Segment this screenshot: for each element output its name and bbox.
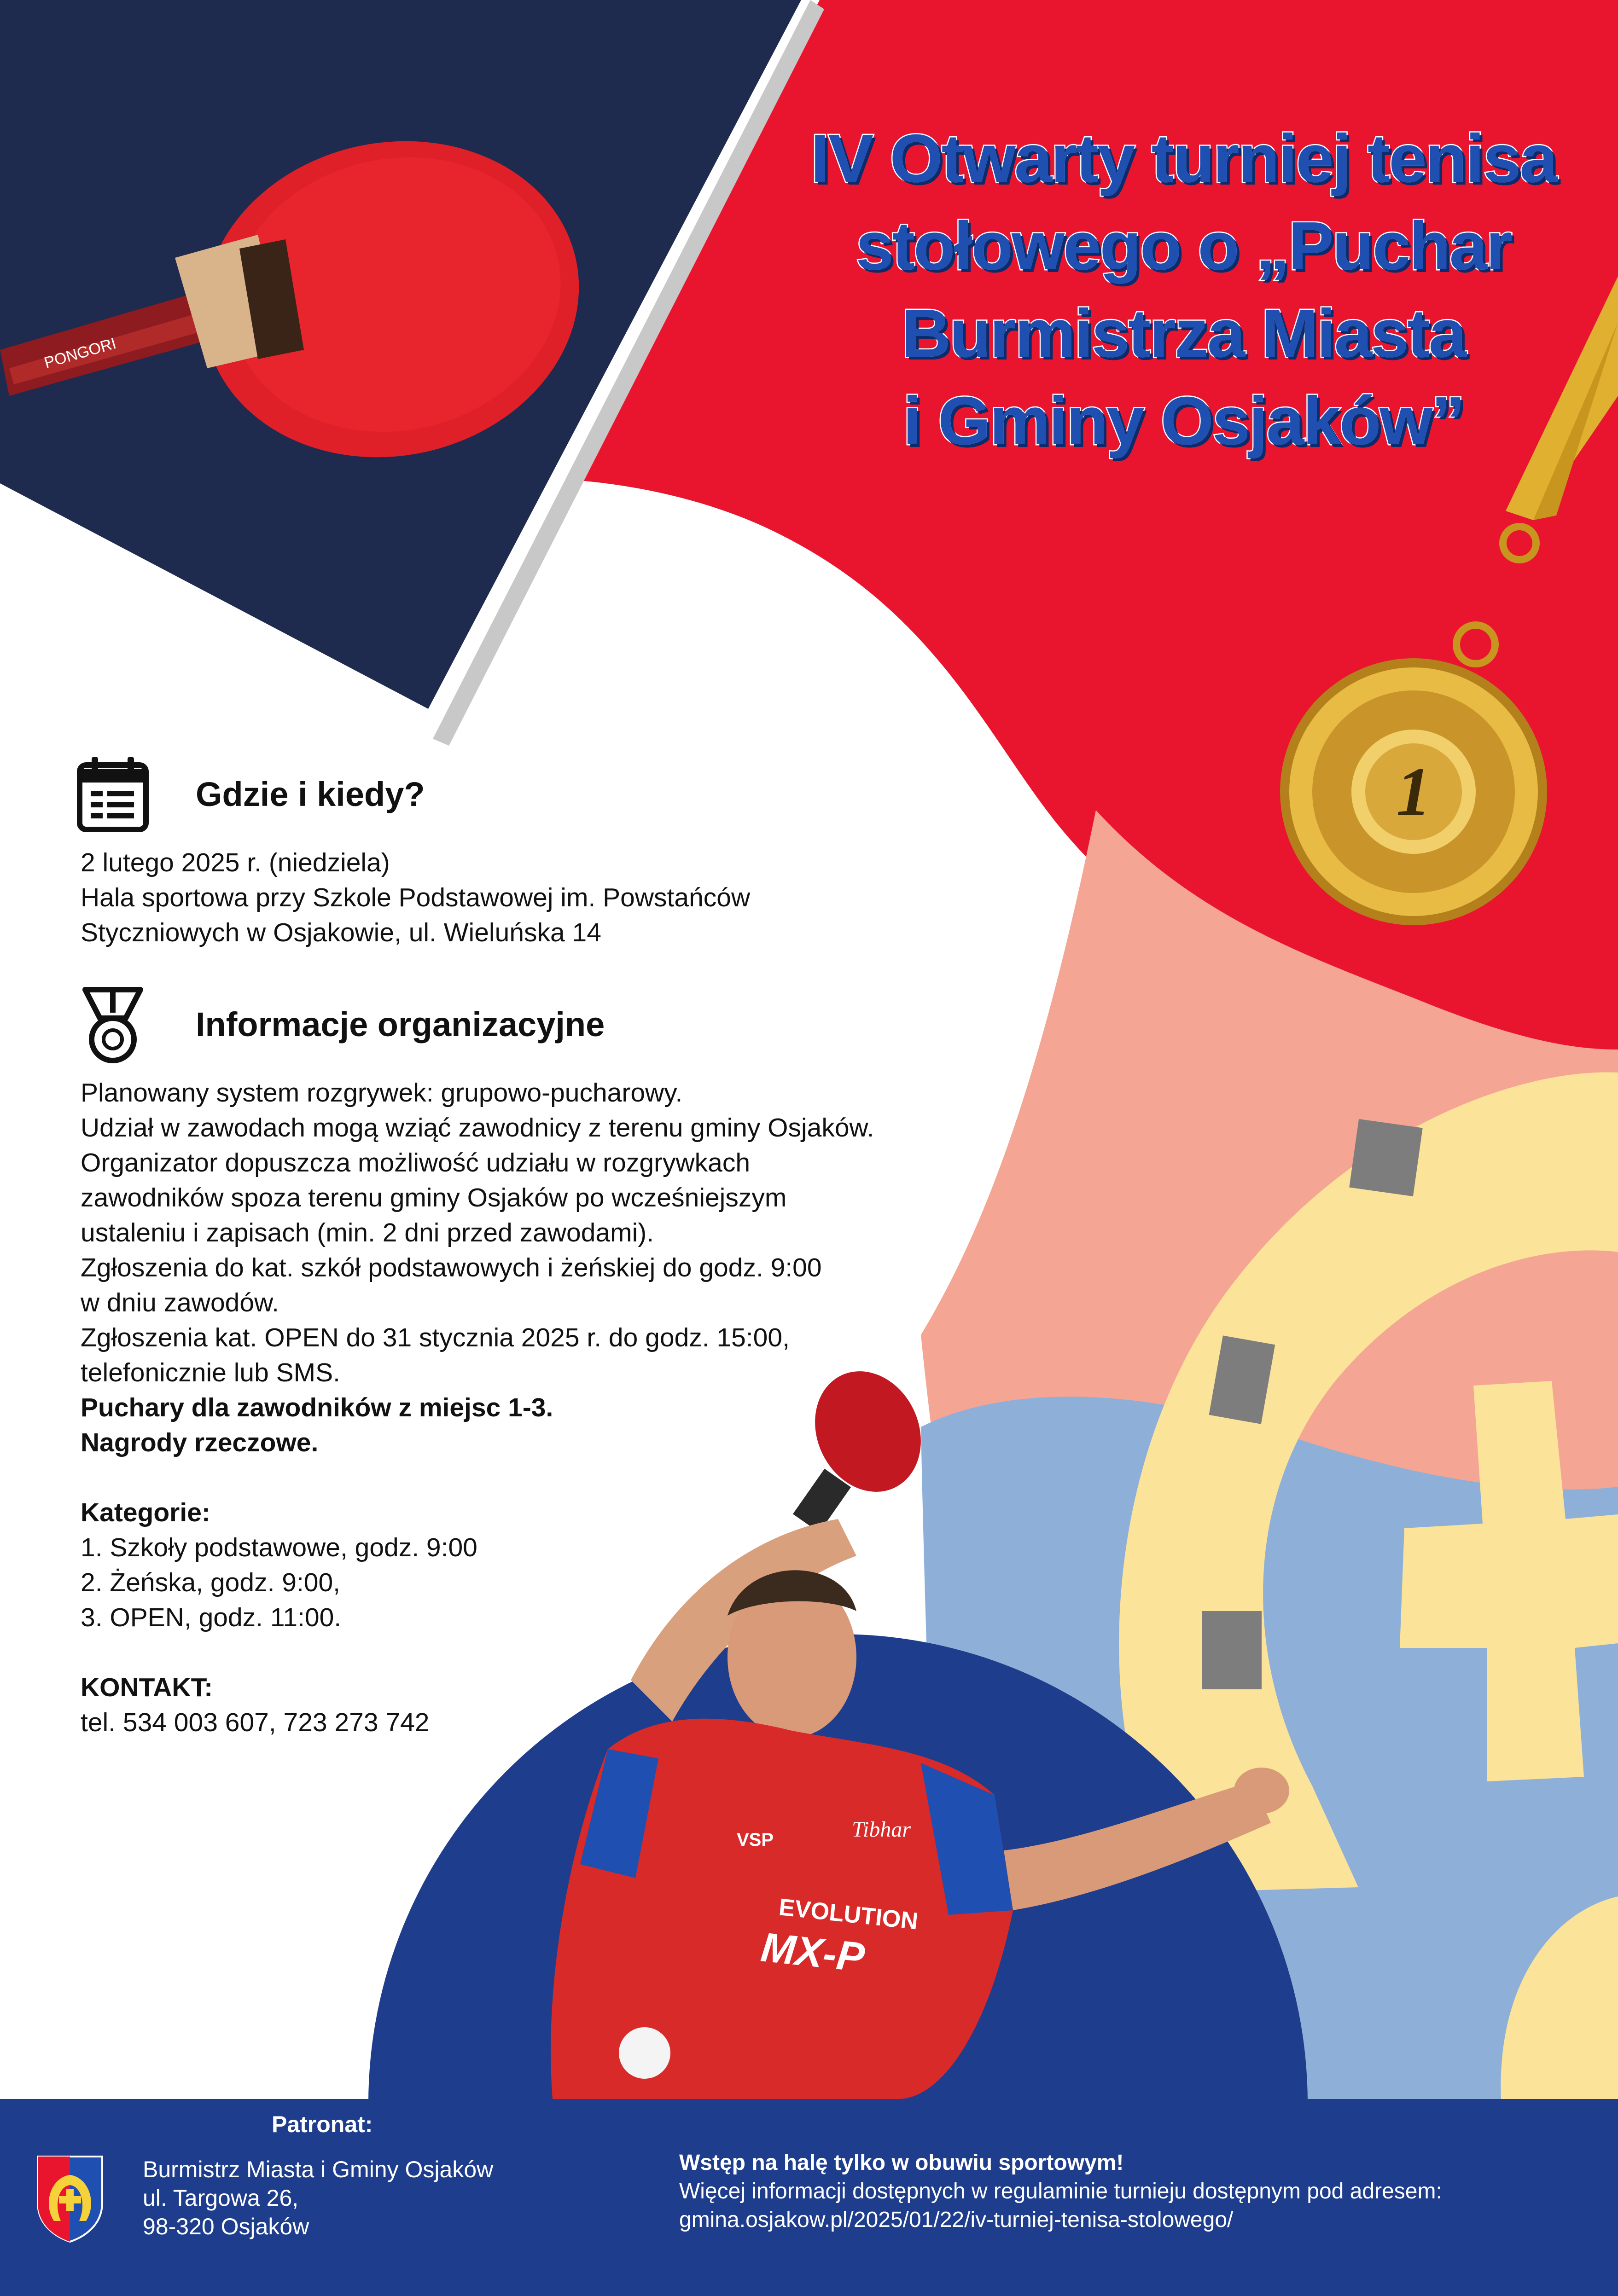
rules-info: Więcej informacji dostępnych w regulaminie turnieju dostępnym pod adresem: <box>679 2179 1442 2203</box>
category-item: 2. Żeńska, godz. 9:00, <box>81 1568 341 1597</box>
poster-title <box>755 115 1612 465</box>
where-when-details <box>81 845 1094 950</box>
info-details <box>81 1075 1094 1740</box>
where-when-header <box>76 755 425 833</box>
category-item: 1. Szkoły podstawowe, godz. 9:00 <box>81 1533 477 1562</box>
svg-text:EVOLUTION: EVOLUTION <box>777 1894 920 1935</box>
category-item: 3. OPEN, godz. 11:00. <box>81 1603 342 1632</box>
footer <box>0 2099 1618 2296</box>
info-line: Organizator dopuszcza możliwość udziału w rozgrywkach <box>81 1148 751 1177</box>
info-line: ustaleniu i zapisach (min. 2 dni przed zawodami). <box>81 1218 654 1247</box>
categories-heading: Kategorie: <box>81 1498 210 1527</box>
event-date: 2 lutego 2025 r. (niedziela) <box>81 848 390 877</box>
svg-text:Tibhar: Tibhar <box>852 1817 911 1842</box>
info-line: telefonicznie lub SMS. <box>81 1358 340 1387</box>
info-line: Udział w zawodach mogą wziąć zawodnicy z terenu gminy Osjaków. <box>81 1113 874 1142</box>
gold-medal <box>1280 658 1547 925</box>
info-line: w dniu zawodów. <box>81 1288 279 1317</box>
title-line-2: stołowego o „Puchar <box>856 208 1511 284</box>
info-line: Planowany system rozgrywek: grupowo-pucharowy. <box>81 1078 683 1107</box>
info-line: zawodników spoza terenu gminy Osjaków po wcześniejszym <box>81 1183 787 1212</box>
svg-text:PONGORI: PONGORI <box>42 334 118 372</box>
contact-heading: KONTAKT: <box>81 1673 213 1702</box>
municipality-crest-icon <box>33 2152 107 2244</box>
patron-name: Burmistrz Miasta i Gminy Osjaków <box>143 2157 494 2182</box>
patronat-label: Patronat: <box>272 2111 373 2137</box>
grey-square-1 <box>1349 1119 1423 1196</box>
svg-text:1: 1 <box>1396 754 1431 830</box>
patron-organization <box>143 2155 493 2241</box>
where-when-heading: Gdzie i kiedy? <box>196 775 425 813</box>
title-line-4: i Gminy Osjaków” <box>902 383 1464 459</box>
footer-notice <box>679 2149 1442 2234</box>
title-line-3: Burmistrza Miasta <box>902 296 1465 371</box>
info-line: Zgłoszenia do kat. szkół podstawowych i żeńskiej do godz. 9:00 <box>81 1253 822 1282</box>
info-header <box>76 985 605 1063</box>
venue-line-1: Hala sportowa przy Szkole Podstawowej im. Powstańców <box>81 883 751 912</box>
title-line-1: IV Otwarty turniej tenisa <box>810 121 1556 197</box>
shoes-notice: Wstęp na halę tylko w obuwiu sportowym! <box>679 2151 1124 2175</box>
patron-street: ul. Targowa 26, <box>143 2185 299 2211</box>
prizes-line: Nagrody rzeczowe. <box>81 1428 319 1457</box>
contact-phones: tel. 534 003 607, 723 273 742 <box>81 1708 430 1737</box>
svg-text:VSP: VSP <box>737 1830 774 1850</box>
svg-text:MX-P: MX-P <box>758 1924 867 1981</box>
rules-url: gmina.osjakow.pl/2025/01/22/iv-turniej-tenisa-stolowego/ <box>679 2208 1234 2232</box>
grey-square-3 <box>1202 1611 1262 1689</box>
calendar-icon <box>76 755 150 833</box>
prizes-line: Puchary dla zawodników z miejsc 1-3. <box>81 1393 553 1422</box>
venue-line-2: Styczniowych w Osjakowie, ul. Wieluńska 14 <box>81 918 601 947</box>
info-heading: Informacje organizacyjne <box>196 1005 605 1044</box>
patron-postcode: 98-320 Osjaków <box>143 2214 309 2239</box>
info-line: Zgłoszenia kat. OPEN do 31 stycznia 2025 r. do godz. 15:00, <box>81 1323 790 1352</box>
medal-icon <box>76 985 150 1063</box>
